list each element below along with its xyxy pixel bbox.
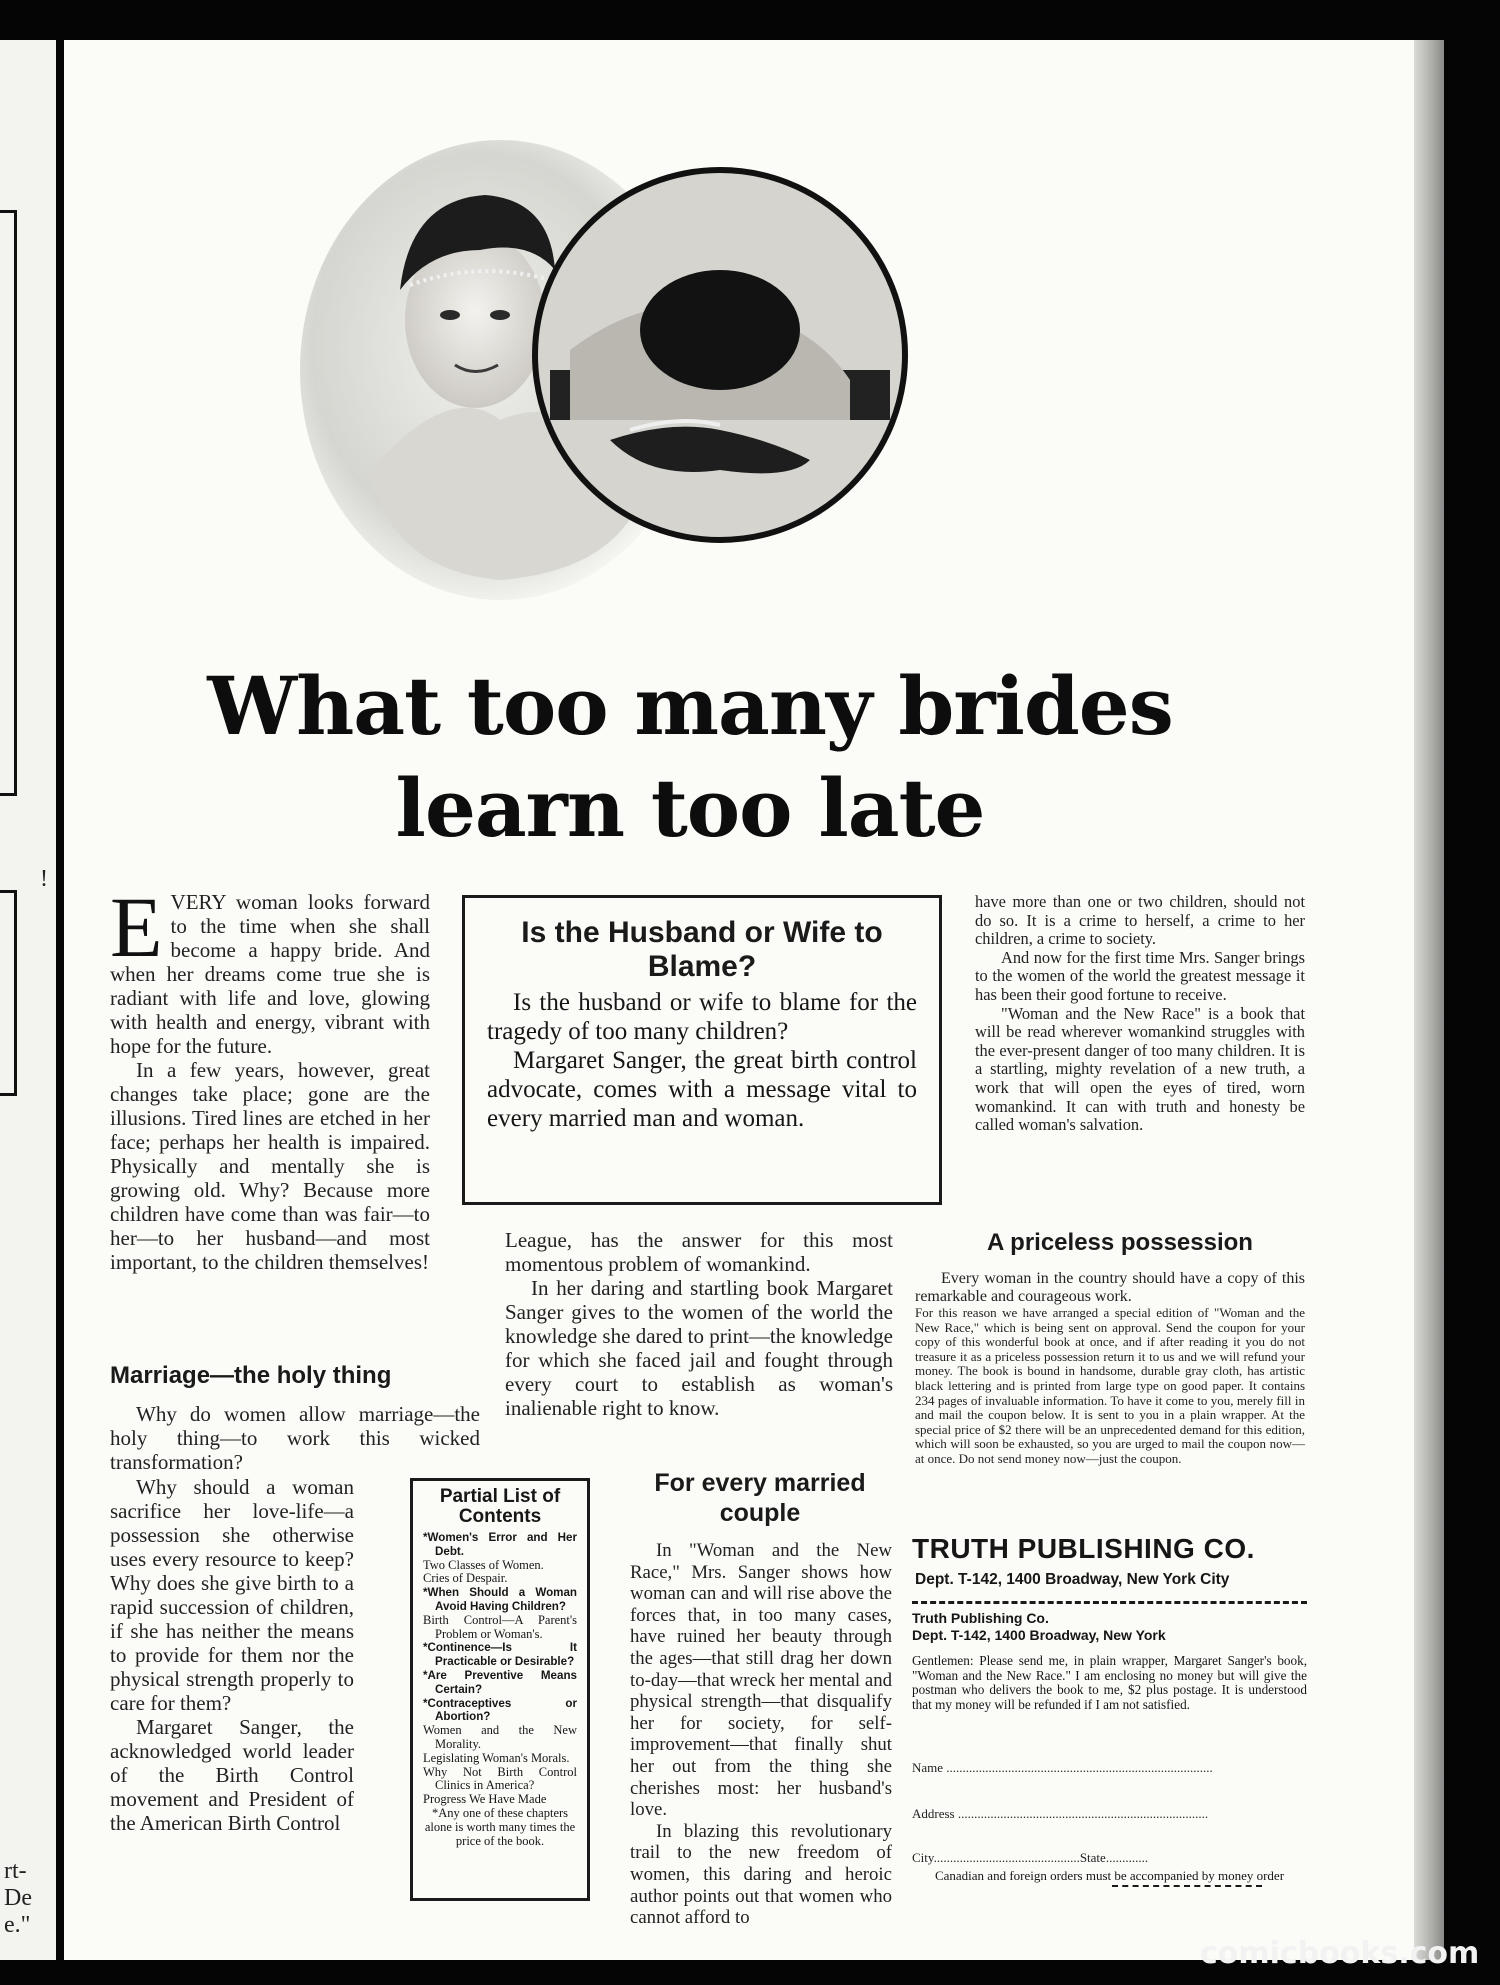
despair-scene-medallion <box>535 170 905 540</box>
contents-item: Two Classes of Women. <box>423 1557 544 1572</box>
coupon-company: Truth Publishing Co. <box>912 1610 1049 1626</box>
coupon-footer: Canadian and foreign orders must be accompanied by money order <box>934 1868 1285 1884</box>
box-heading: Is the Husband or Wife to Blame? <box>521 916 883 983</box>
headline-line-1: What too many brides <box>207 659 1173 753</box>
headline <box>100 655 1280 859</box>
illustration-bride-and-despair <box>250 140 1130 600</box>
address-label: Address <box>912 1806 955 1822</box>
center-continuation <box>505 1228 893 1420</box>
contents-item: *Women's Error and Her Debt. <box>423 1531 577 1558</box>
couple-paragraph-1: In "Woman and the New Race," Mrs. Sanger shows how woman can and will rise above the forces that, in too many cases, have ruined her beauty through the ages—that still drag her down to-day—that wreck her mental and physical strength—that disqualify her for society, for self-improvement—that finally shut her out from the thing she cherishes most: her husband's love. <box>630 1540 892 1821</box>
contents-item: *Contraceptives or Abortion? <box>423 1696 577 1724</box>
couple-column <box>630 1540 892 1929</box>
previous-page-edge <box>0 40 56 1960</box>
state-dots: ............. <box>1105 1850 1149 1866</box>
priceless-column <box>915 1270 1305 1467</box>
right-paragraph-1: have more than one or two children, should not do so. It is a crime to herself, a crime to her children, a crime to society. <box>975 892 1305 949</box>
name-label: Name <box>912 1760 944 1776</box>
coupon-city-state-field[interactable] <box>912 1850 1307 1866</box>
right-column-top <box>975 893 1305 1135</box>
margin-fragment: rt- <box>4 1858 27 1884</box>
box-paragraph-2: Margaret Sanger, the great birth control advocate, comes with a message vital to every married man and woman. <box>487 1047 917 1132</box>
heading-marriage: Marriage—the holy thing <box>110 1362 392 1389</box>
previous-page-frame-middle <box>0 890 17 1096</box>
center-paragraph-2: In her daring and startling book Margaret Sanger gives to the women of the world the knowledge she dared to print—the knowledge for which she faced jail and fought through every court to establish as woman's inalienable right to know. <box>505 1276 893 1420</box>
coupon-address: Dept. T-142, 1400 Broadway, New York <box>912 1627 1166 1643</box>
publisher-address: Dept. T-142, 1400 Broadway, New York City <box>915 1571 1230 1588</box>
name-dots: .................................................................................. <box>943 1760 1213 1776</box>
contents-item: Cries of Despair. <box>423 1571 508 1586</box>
contents-item: Birth Control—A Parent's Problem or Woman's. <box>423 1612 577 1641</box>
priceless-paragraph-1: Every woman in the country should have a copy of this remarkable and courageous work. <box>915 1270 1305 1305</box>
contents-item: Legislating Woman's Morals. <box>423 1750 570 1765</box>
husband-wife-box <box>462 895 942 1205</box>
intro-column <box>110 879 430 1274</box>
contents-item: Women and the New Morality. <box>423 1723 577 1751</box>
intro-paragraph-1: VERY woman looks forward to the time when she shall become a happy bride. And when her dreams come true she is radiant with life and love, glowing with health and energy, vibrant with hope for the future. <box>110 890 430 1058</box>
margin-fragment: De <box>4 1885 32 1911</box>
order-coupon[interactable] <box>912 1610 1307 1887</box>
intro-paragraph-2: In a few years, however, great changes take place; gone are the illusions. Tired lines are etched in her face; perhaps her health is impaired. Physically and mentally she is growing old. Why? Because more children have come than was fair—to her—to her husband—and most important, to the children themselves! <box>110 1058 430 1274</box>
marriage-text-3: Margaret Sanger, the acknowledged world leader of the Birth Control movement and President of the American Birth Control <box>110 1715 354 1835</box>
marriage-text-1: Why do women allow marriage—the holy thing—to work this wicked transformation? <box>110 1402 480 1474</box>
marriage-text-2: Why should a woman sacrifice her love-life—a possession she otherwise uses every resource to keep? Why does she give birth to a rapid succession of children, if she has neither the means to provide for them nor the physical strength properly to care for them? <box>110 1475 354 1715</box>
coupon-bottom-line <box>1112 1885 1262 1887</box>
coupon-name-field[interactable] <box>912 1760 1307 1776</box>
city-dots: ............................................. <box>933 1850 1080 1866</box>
center-paragraph-1: League, has the answer for this most momentous problem of womankind. <box>505 1228 893 1276</box>
headline-line-2: learn too late <box>395 761 985 855</box>
heading-married-couple: For every married couple <box>654 1469 866 1527</box>
address-dots: ............................................................................. <box>954 1806 1209 1822</box>
coupon-body: Gentlemen: Please send me, in plain wrapper, Margaret Sanger's book, "Woman and the New Race." I am enclosing no money but will give the postman who delivers the book to me, $2 plus postage. It is understood that my money will be refunded if I am not satisfied. <box>912 1653 1307 1712</box>
marriage-paragraph-1 <box>110 1402 480 1474</box>
heading-priceless: A priceless possession <box>987 1229 1253 1256</box>
contents-item: *Continence—Is It Practicable or Desirable? <box>423 1641 577 1669</box>
city-label: City <box>912 1850 934 1866</box>
right-paragraph-2: And now for the first time Mrs. Sanger brings to the women of the world the greatest message it has been their good fortune to receive. <box>975 947 1305 1004</box>
contents-box <box>410 1478 590 1901</box>
coupon-address-field[interactable] <box>912 1806 1307 1822</box>
contents-note: *Any one of these chapters alone is worth many times the price of the book. <box>424 1805 576 1848</box>
box-paragraph-1: Is the husband or wife to blame for the tragedy of too many children? <box>487 989 917 1045</box>
contents-title: Partial List of Contents <box>439 1486 561 1527</box>
marriage-narrow-column <box>110 1475 354 1835</box>
watermark: comicbooks.com <box>1200 1936 1480 1971</box>
publisher-name: TRUTH PUBLISHING CO. <box>912 1533 1255 1564</box>
drop-cap: E <box>110 879 163 975</box>
coupon-cut-line <box>912 1601 1307 1604</box>
margin-fragment: e." <box>4 1912 31 1938</box>
page-edge-right <box>1414 40 1444 1960</box>
contents-item: *When Should a Woman Avoid Having Children? <box>423 1586 577 1613</box>
previous-page-frame-upper <box>0 210 17 796</box>
contents-item: Progress We Have Made <box>423 1792 547 1807</box>
state-label: State <box>1079 1850 1106 1866</box>
priceless-paragraph-2: For this reason we have arranged a special edition of "Woman and the New Race," which is being sent on approval. Send the coupon for your copy of this wonderful book at once, and if after reading it you do not treasure it as a priceless possession return it to us and we will refund your money. The book is bound in handsome, durable gray cloth, has artistic black lettering and is printed from large type on good paper. It contains 234 pages of invaluable information. To have it come to you, merely fill in and mail the coupon below. It is sent to you in a plain wrapper. At the special price of $2 there will be an unprecedented demand for this edition, which will soon be exhausted, so you are urged to mail the coupon now—at once. Do not send money now—just the coupon. <box>915 1305 1305 1466</box>
contents-item: *Are Preventive Means Certain? <box>423 1668 577 1696</box>
margin-fragment: ! <box>40 866 48 892</box>
right-paragraph-3: "Woman and the New Race" is a book that will be read wherever womankind struggles with the ever-present danger of too many children. It is a startling, mighty revelation of a new truth, a work that will open the eyes of tired, worn womankind. It can with truth and honesty be called woman's salvation. <box>975 1003 1305 1135</box>
contents-item: Why Not Birth Control Clinics in America? <box>423 1764 577 1793</box>
contents-list <box>423 1531 577 1848</box>
couple-paragraph-2: In blazing this revolutionary trail to the new freedom of women, this daring and heroic author points out that women who cannot afford to <box>630 1820 892 1929</box>
